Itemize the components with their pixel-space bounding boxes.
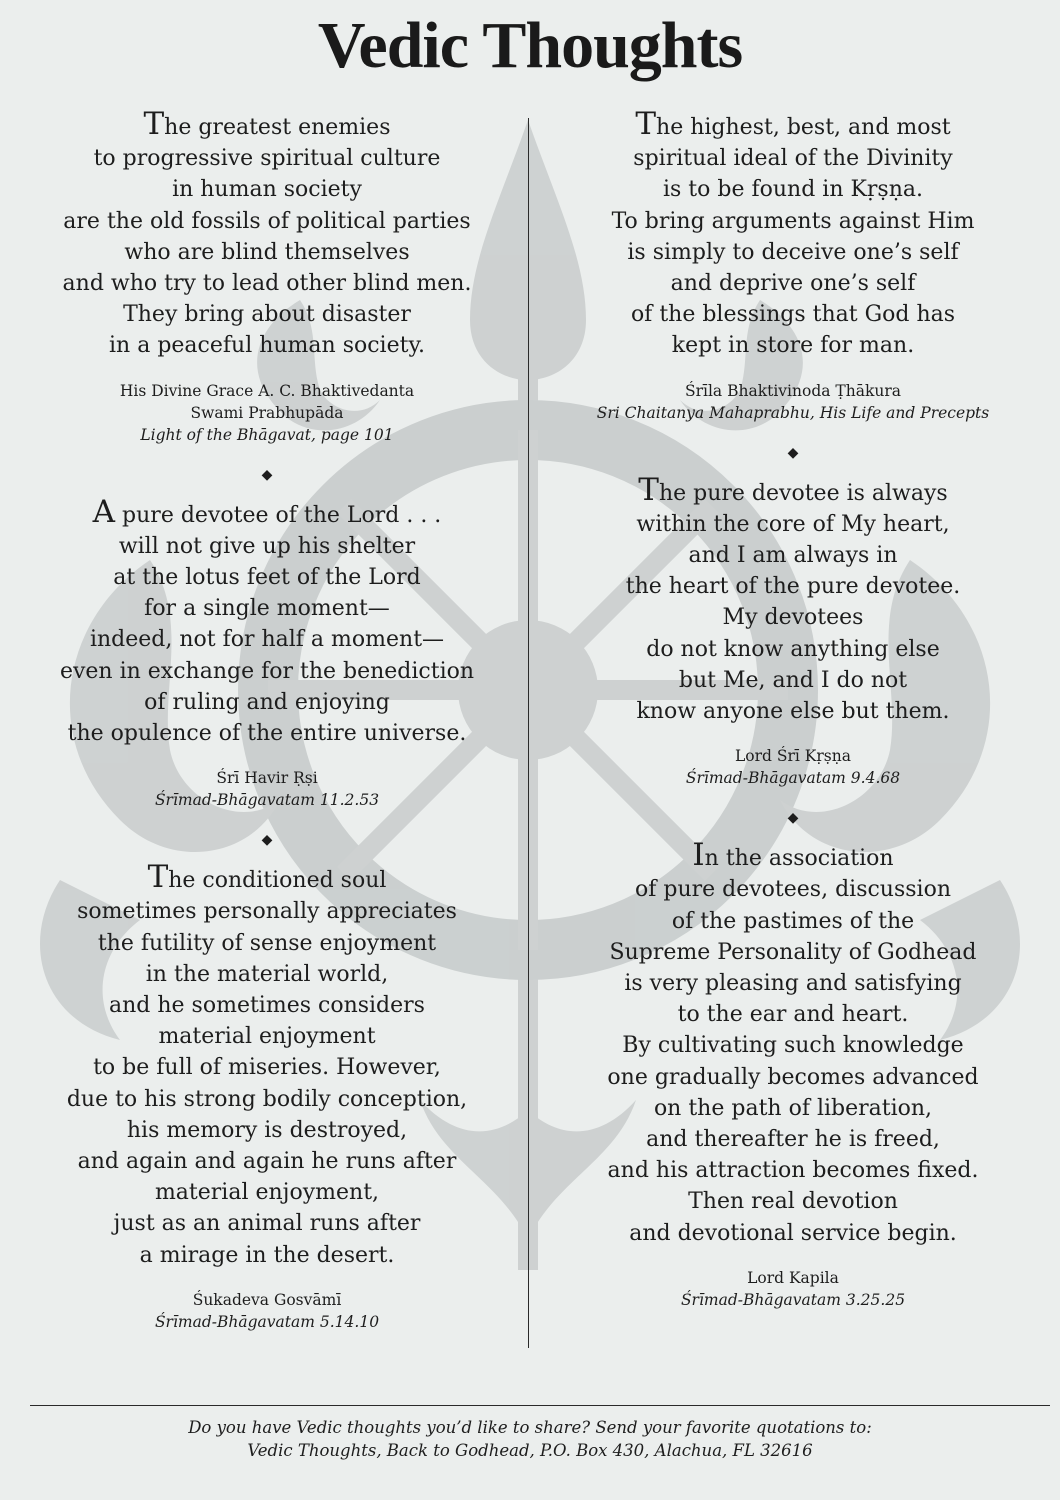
drop-cap: T [147, 859, 169, 896]
column-divider [528, 118, 529, 1348]
quote-author: Lord Śrī Kṛṣṇa [735, 747, 851, 766]
quote-attribution [558, 380, 1028, 424]
quote-text: In the association of pure devotees, discussion of the pastimes of the Supreme Personality of Godhead is very pleasing and satisfying to the ear and heart. By cultivating such knowledge one gradually becomes advanced on the path of liberation, and thereafter he is freed, and his attraction becomes fixed. Then real devotion and devotional service begin. [607, 837, 979, 1246]
quote-source: Śrīmad-Bhāgavatam 11.2.53 [154, 791, 380, 810]
left-column [32, 106, 502, 1333]
submission-footer [0, 1416, 1060, 1462]
footer-rule [30, 1405, 1050, 1406]
quote-text: The highest, best, and most spiritual ideal of the Divinity is to be found in Kṛṣṇa. To bring arguments against Him is simply to deceive one’s self and deprive one’s self of the blessings that God has kept in store for man. [611, 106, 975, 359]
quote-attribution [32, 380, 502, 446]
quote-text: The pure devotee is always within the core of My heart, and I am always in the heart of the pure devotee. My devotees do not know anything else but Me, and I do not know anyone else but them. [625, 471, 961, 725]
quote-text: The greatest enemies to progressive spiritual culture in human society are the old fossils of political parties who are blind themselves and who try to lead other blind men. They bring about disaster in a peaceful human society. [62, 106, 472, 359]
diamond-separator-icon: ◆ [261, 832, 273, 849]
quote-author: Śrīla Bhaktivinoda Ṭhākura [684, 381, 901, 400]
drop-cap: T [638, 471, 659, 508]
footer-invitation: Do you have Vedic thoughts you’d like to share? Send your favorite quotations to: [188, 1418, 872, 1437]
drop-cap: I [692, 837, 705, 874]
quote-sukadeva [32, 859, 502, 1333]
quote-author: Swami Prabhupāda [190, 403, 344, 422]
right-column [558, 106, 1028, 1311]
quote-source: Sri Chaitanya Mahaprabhu, His Life and Precepts [596, 403, 990, 422]
diamond-separator-icon: ◆ [261, 466, 273, 483]
diamond-separator-icon: ◆ [787, 810, 799, 827]
quote-havir-rsi [32, 493, 502, 812]
quote-attribution [32, 1289, 502, 1333]
quote-text: A pure devotee of the Lord . . . will not give up his shelter at the lotus feet of the Lord for a single moment— indeed, not for half a moment— even in exchange for the benediction of ruling and enjoying the opulence of the entire universe. [59, 493, 475, 747]
quote-author: Śrī Havir Ṛṣi [216, 769, 318, 788]
quote-author: Lord Kapila [747, 1268, 839, 1287]
footer-address: Vedic Thoughts, Back to Godhead, P.O. Box 430, Alachua, FL 32616 [247, 1441, 813, 1460]
quote-source: Śrīmad-Bhāgavatam 3.25.25 [680, 1290, 906, 1309]
drop-cap: T [635, 106, 657, 142]
quote-attribution [558, 745, 1028, 789]
quote-source: Śrīmad-Bhāgavatam 5.14.10 [154, 1312, 380, 1331]
quote-text: The conditioned soul sometimes personally appreciates the futility of sense enjoyment in the material world, and he sometimes considers material enjoyment to be full of miseries. However, due to his strong bodily conception, his memory is destroyed, and again and again he runs after material enjoyment, just as an animal runs after a mirage in the desert. [66, 859, 468, 1268]
quote-source: Śrīmad-Bhāgavatam 9.4.68 [685, 769, 901, 788]
quote-attribution [558, 1267, 1028, 1311]
quote-attribution [32, 767, 502, 811]
page-title: Vedic Thoughts [317, 9, 743, 82]
drop-cap: T [143, 106, 165, 142]
quote-author: Śukadeva Gosvāmī [192, 1290, 342, 1309]
quote-author: His Divine Grace A. C. Bhaktivedanta [119, 381, 415, 400]
quote-source: Light of the Bhāgavat, page 101 [140, 425, 394, 444]
quote-kapila [558, 837, 1028, 1311]
quote-bhaktivedanta [32, 106, 502, 446]
diamond-separator-icon: ◆ [787, 444, 799, 461]
drop-cap: A [92, 493, 116, 530]
quote-bhaktivinoda [558, 106, 1028, 424]
quote-krsna [558, 471, 1028, 790]
